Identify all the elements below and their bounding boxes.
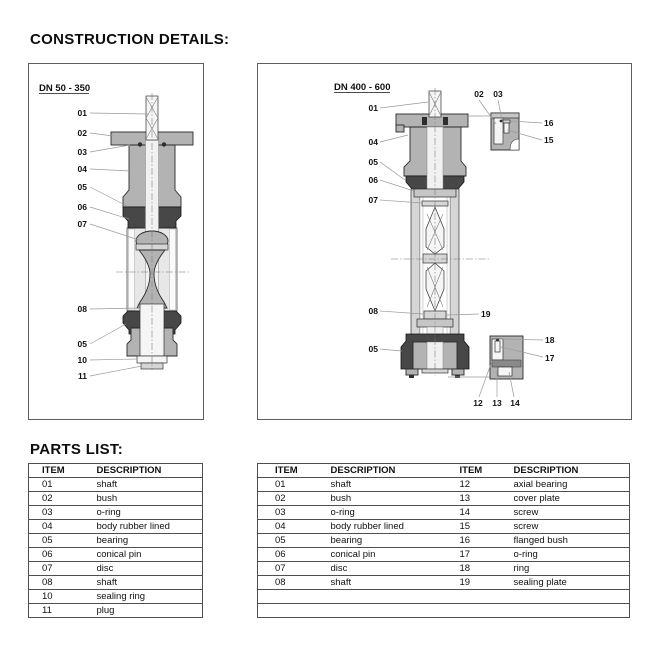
callout-label: 04 bbox=[368, 137, 378, 147]
diagram-panel-dn50-350 bbox=[28, 63, 204, 420]
callout-label: 10 bbox=[77, 355, 87, 365]
table-row: 08 shaft 19 sealing plate bbox=[258, 576, 630, 590]
callout-label: 19 bbox=[481, 309, 491, 319]
column-header-item: ITEM bbox=[258, 464, 331, 478]
table-row: 07 disc 18 ring bbox=[258, 562, 630, 576]
callout-label: 05 bbox=[368, 344, 378, 354]
detail-top-bearing bbox=[491, 113, 519, 150]
callout-label: 04 bbox=[77, 164, 87, 174]
detail-bottom-bearing bbox=[490, 336, 523, 379]
o-ring-right bbox=[162, 142, 166, 146]
table-row: 06 conical pin 17 o-ring bbox=[258, 548, 630, 562]
table-row: 10 sealing ring bbox=[29, 590, 203, 604]
table-row: 02 bush 13 cover plate bbox=[258, 492, 630, 506]
parts-table-dn50-350 bbox=[28, 463, 203, 618]
callout-label: 06 bbox=[368, 175, 378, 185]
table-row: 04 body rubber lined 15 screw bbox=[258, 520, 630, 534]
table-row: 06 conical pin bbox=[29, 548, 203, 562]
table-row: 08 shaft bbox=[29, 576, 203, 590]
diagram-panel-dn400-600 bbox=[257, 63, 632, 420]
o-ring-dot bbox=[500, 120, 503, 123]
dn-range-label: DN 400 - 600 bbox=[334, 82, 391, 93]
valve-drawing-dn50-350 bbox=[29, 64, 203, 419]
screw-head bbox=[503, 120, 510, 123]
callout-label: 02 bbox=[474, 89, 484, 99]
table-header-row bbox=[29, 464, 203, 478]
column-header-description: DESCRIPTION bbox=[514, 464, 630, 478]
table-row bbox=[258, 604, 630, 618]
callout-label: 05 bbox=[77, 339, 87, 349]
callout-label: 03 bbox=[493, 89, 503, 99]
callout-label: 07 bbox=[368, 195, 378, 205]
dn-range-label: DN 50 - 350 bbox=[39, 83, 91, 94]
table-row bbox=[258, 590, 630, 604]
table-row: 02 bush bbox=[29, 492, 203, 506]
table-row: 04 body rubber lined bbox=[29, 520, 203, 534]
table-row: 05 bearing 16 flanged bush bbox=[258, 534, 630, 548]
callout-label: 05 bbox=[77, 182, 87, 192]
o-ring-left bbox=[422, 117, 427, 125]
table-row: 01 shaft 12 axial bearing bbox=[258, 478, 630, 492]
o-ring-right bbox=[443, 117, 448, 125]
callout-label: 05 bbox=[368, 157, 378, 167]
callout-label: 13 bbox=[492, 398, 502, 408]
screw bbox=[495, 341, 500, 352]
callout-label: 17 bbox=[545, 353, 555, 363]
column-header-description: DESCRIPTION bbox=[331, 464, 460, 478]
callout-label: 01 bbox=[368, 103, 378, 113]
table-row: 03 o-ring bbox=[29, 506, 203, 520]
parts-list-title: PARTS LIST: bbox=[30, 441, 124, 458]
callout-label: 16 bbox=[544, 118, 554, 128]
callout-label: 18 bbox=[545, 335, 555, 345]
callout-label: 08 bbox=[368, 306, 378, 316]
table-row: 11 plug bbox=[42, 605, 115, 616]
column-header-item: ITEM bbox=[29, 464, 97, 478]
callout-label: 06 bbox=[77, 202, 87, 212]
callout-label: 14 bbox=[510, 398, 520, 408]
table-row: 01 shaft bbox=[29, 478, 203, 492]
table-row: 07 disc bbox=[29, 562, 203, 576]
callout-label: 15 bbox=[544, 135, 554, 145]
cover-plate bbox=[498, 367, 512, 376]
callout-label: 02 bbox=[77, 128, 87, 138]
screw bbox=[504, 123, 509, 133]
column-header-description: DESCRIPTION bbox=[97, 464, 203, 478]
parts-table-dn400-600 bbox=[257, 463, 630, 618]
o-ring-dot bbox=[496, 339, 499, 342]
callout-label: 03 bbox=[77, 147, 87, 157]
valve-drawing-dn400-600 bbox=[258, 64, 631, 419]
callout-label: 01 bbox=[77, 108, 87, 118]
callout-label: 11 bbox=[78, 371, 87, 381]
callout-label: 07 bbox=[77, 219, 87, 229]
callout-label: 08 bbox=[77, 304, 87, 314]
construction-details-title: CONSTRUCTION DETAILS: bbox=[30, 31, 230, 48]
column-header-item: ITEM bbox=[460, 464, 514, 478]
axial-bearing bbox=[492, 360, 521, 367]
table-row: 03 o-ring 14 screw bbox=[258, 506, 630, 520]
table-header-row bbox=[258, 464, 630, 478]
table-row: 05 bearing bbox=[29, 534, 203, 548]
o-ring-left bbox=[138, 142, 142, 146]
callout-label: 12 bbox=[473, 398, 483, 408]
